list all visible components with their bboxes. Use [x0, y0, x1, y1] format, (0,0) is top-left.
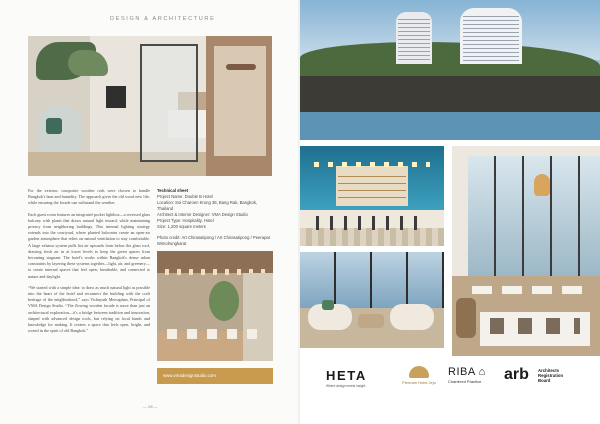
technical-sheet-line: Size: 1,200 square meters — [157, 224, 206, 229]
heta-logo — [326, 368, 380, 388]
arb-logo-mark: arb — [504, 366, 529, 383]
page-number: — 28 — — [143, 404, 158, 409]
riba-logo — [448, 366, 492, 384]
technical-sheet-line: Project Type: Hospitality, Hotel — [157, 218, 214, 223]
technical-sheet-title: Technical sheet — [157, 188, 189, 193]
arb-logo-text — [538, 368, 563, 384]
technical-sheet — [157, 188, 273, 247]
section-label: DESIGN & ARCHITECTURE — [110, 16, 216, 22]
restaurant-interior-photo — [157, 251, 273, 361]
body-paragraph: Each guest room features an integrated pocket lightbox—a recessed glass balcony with plants that draws natural light inward, while maintaining privacy from neighboring buildings. This internal lighting strategy extends into the courtyard, where planted balconies create an open-air garden atmosphere that relies on natural ventilation to stay comfortable. A large exhaust system pulls hot air upwards from below the glass roof, drawing fresh air in at lower levels to keep the green spaces from becoming stagnant. The hotel's works within Bangkok's dense urban constraints by layering these systems together—light, air, and greenery—to create internal spaces that feel open, breathable, and connected to nature and daylight. — [28, 211, 150, 279]
arb-logo-line: Architects — [538, 368, 560, 373]
hotel-room-interior-photo — [28, 36, 272, 176]
pierman-crown-icon — [409, 366, 429, 378]
technical-sheet-line: Project Name: Double B Hotel — [157, 194, 213, 199]
pierman-hotel-logo — [394, 366, 444, 385]
body-paragraph: For the exterior, composite wooden rods were chosen to handle Bangkok's heat and humidity. The approach gives the old wood new life, while ensuring the facade can withstand the weather. — [28, 188, 150, 206]
coastal-hotel-exterior-photo — [300, 0, 600, 140]
dining-room-photo — [452, 146, 600, 356]
arb-logo-line: Registration — [538, 373, 564, 379]
website-link-box[interactable] — [157, 368, 273, 384]
riba-logo-tagline: Chartered Practice — [448, 379, 482, 384]
technical-sheet-line: Location: Soi Charoen Krung 38, Bang Rak, Bangkok, Thailand — [157, 200, 258, 211]
bar-interior-photo — [300, 146, 444, 246]
heta-logo-tagline: Where design meets insight — [326, 384, 366, 388]
article-body — [28, 188, 150, 339]
photo-credit: Photo credit: Art Chirasatipong / Art Chirasatipong / Peerapat Wimolrungkarat — [157, 235, 270, 246]
body-paragraph: “We started with a simple idea: to draw as much natural light as possible into the heart of the hotel and reconnect the building with the craft heritage of the neighborhood,” says Vichayuth Meesaphan, Principal of VMA Design Studio. “The flowing wooden facade is more than just an architectural exploration—it's a bridge between tradition and innovation, shaped with advanced design tools, but relying on local hands and knowledge for making. It creates a space that feels open, bright, and rooted in the spirit of old Bangkok.” — [28, 284, 150, 334]
heta-logo-name: HETA — [326, 368, 367, 383]
riba-logo-name: RIBA ⌂ — [448, 366, 486, 378]
website-link[interactable]: www.vmadesignstudio.com — [163, 373, 216, 378]
lounge-sea-view-photo — [300, 252, 444, 348]
technical-sheet-line: Architect & Interior Designer: VMA Design Studio — [157, 212, 248, 217]
pierman-logo-name: Pierman Hotel Jeju — [402, 380, 436, 385]
arb-logo-line: Board — [538, 378, 551, 384]
